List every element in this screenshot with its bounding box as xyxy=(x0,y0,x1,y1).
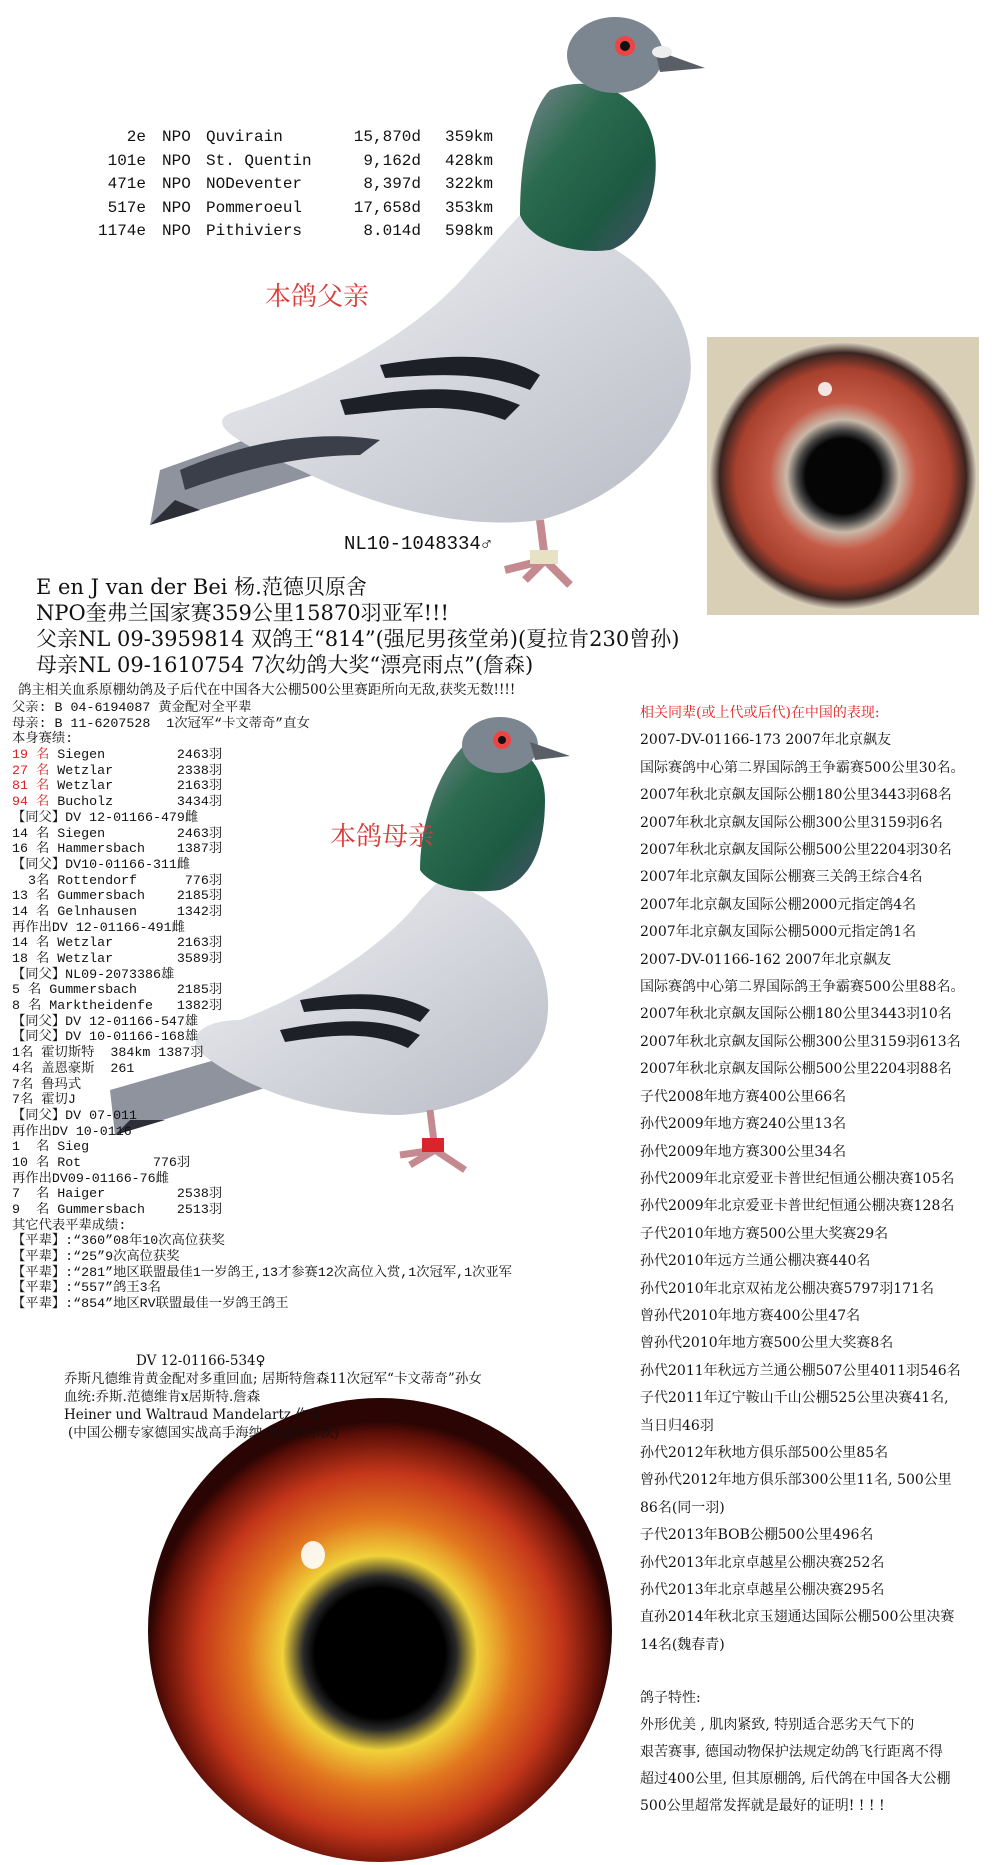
race-result-row xyxy=(84,173,493,197)
race-result-cell: 1174e xyxy=(97,222,146,240)
line-text: 【同父】DV 12-01166-547雄 xyxy=(12,1013,199,1029)
china-result-line: 2007-DV-01166-173 2007年北京飙友 xyxy=(640,732,891,749)
line-text: 【平辈】:“854”地区RV联盟最佳一岁鸽王鸽王 xyxy=(12,1296,289,1312)
line-text: 父亲: B 04-6194087 黄金配对全平辈 xyxy=(12,700,252,715)
father-ring-number: NL10-1048334♂ xyxy=(344,533,493,555)
mother-info-line xyxy=(12,810,512,826)
mother-info-line xyxy=(12,794,512,810)
race-result-cell: St. Quentin xyxy=(206,151,312,170)
race-result-row xyxy=(84,126,493,150)
china-results xyxy=(640,700,990,1659)
line-text: 【同父】DV 07-011 xyxy=(12,1107,138,1123)
line-text: 18 名 Wetzlar 3589羽 xyxy=(12,951,223,966)
rank: 94 名 xyxy=(12,794,50,810)
mother-info-line xyxy=(12,982,512,998)
line-text: 5 名 Gummersbach 2185羽 xyxy=(12,982,223,998)
line-text: 【平辈】:“25”9次高位获奖 xyxy=(12,1249,180,1265)
race-result-cell: NPO xyxy=(162,151,191,170)
line-text: 【同父】NL09-2073386雄 xyxy=(12,966,175,982)
father-owner: E en J van der Bei 杨.范德贝原舍 xyxy=(36,575,367,599)
mother-info-line xyxy=(12,1265,512,1281)
line-text: 【平辈】:“557”鸽王3名 xyxy=(12,1280,161,1296)
china-result-line: 86名(同一羽) xyxy=(640,1499,725,1516)
mother-info-line xyxy=(12,1077,512,1093)
race-result-cell: 471e xyxy=(107,175,146,193)
traits-line: 艰苦赛事, 德国动物保护法规定幼鸽飞行距离不得 xyxy=(640,1744,943,1760)
father-label: 本鸽父亲 xyxy=(265,282,370,312)
mother-info-line xyxy=(12,935,512,951)
china-result-line: 国际赛鸽中心第二界国际鸽王争霸赛500公里88名。 xyxy=(640,979,965,996)
mother-info-line xyxy=(12,1045,512,1061)
rank: 27 名 xyxy=(12,762,50,778)
china-result-line: 孙代2013年北京卓越星公棚决赛252名 xyxy=(640,1554,885,1571)
mother-info-line xyxy=(12,1092,512,1108)
china-result-line: 当日归46羽 xyxy=(640,1417,714,1434)
race-result-cell: NODeventer xyxy=(206,175,303,193)
mother-ring-number: DV 12-01166-534♀ xyxy=(136,1353,266,1369)
mother-info-line xyxy=(12,920,512,936)
line-text: 13 名 Gummersbach 2185羽 xyxy=(12,888,223,904)
china-result-line: 2007年秋北京飙友国际公棚180公里3443羽68名 xyxy=(640,787,952,804)
line-text: 再作出DV 12-01166-491雌 xyxy=(12,919,185,935)
china-result-line: 直孙2014年秋北京玉翅通达国际公棚500公里决赛 xyxy=(640,1609,955,1626)
line-text: 7 名 Haiger 2538羽 xyxy=(12,1186,223,1202)
china-result-line: 2007年秋北京飙友国际公棚300公里3159羽613名 xyxy=(640,1033,961,1050)
line-text: 4名 盖恩豪斯 261 xyxy=(12,1060,135,1076)
china-result-line: 2007-DV-01166-162 2007年北京飙友 xyxy=(640,951,891,968)
china-results-title: 相关同辈(或上代或后代)在中国的表现: xyxy=(640,705,880,721)
race-result-row xyxy=(84,220,493,244)
china-result-line: 子代2013年BOB公棚500公里496名 xyxy=(640,1527,874,1544)
line-text: 再作出DV 10-0116 xyxy=(12,1123,132,1139)
line-text: 10 名 Rot 776羽 xyxy=(12,1154,191,1170)
mother-info-line xyxy=(12,731,512,747)
mother-breeder-note: (中国公棚专家德国实战高手海纳.曼德纳尔茨) xyxy=(68,1425,340,1441)
mother-info-line xyxy=(12,1202,512,1218)
mother-info-line xyxy=(12,778,512,794)
race-result-cell: 8,397d xyxy=(363,175,421,193)
mother-eye-image xyxy=(145,1395,615,1865)
mother-info-line xyxy=(12,1233,512,1249)
china-result-line: 孙代2011年秋远方兰通公棚507公里4011羽546名 xyxy=(640,1362,961,1379)
mother-label: 本鸽母亲 xyxy=(330,822,435,852)
mother-info-line xyxy=(12,1249,512,1265)
mother-info-line xyxy=(12,1280,512,1296)
line-text: Bucholz 3434羽 xyxy=(49,794,223,810)
china-result-line: 孙代2009年地方赛300公里34名 xyxy=(640,1143,847,1160)
mother-info-line xyxy=(12,888,512,904)
mother-info-line xyxy=(12,1061,512,1077)
mother-info-line xyxy=(12,873,512,889)
line-text: 3名 Rottendorf 776羽 xyxy=(12,872,223,888)
father-dam: 母亲NL 09-1610754 7次幼鸽大奖“漂亮雨点”(詹森) xyxy=(36,653,534,677)
mother-breeder: Heiner und Waltraud Mandelartz 作育 xyxy=(64,1407,323,1423)
china-result-line: 2007年北京飙友国际公棚2000元指定鸽4名 xyxy=(640,896,917,913)
traits-line: 500公里超常发挥就是最好的证明! ! ! ! xyxy=(640,1798,885,1814)
mother-summary xyxy=(64,1352,482,1442)
china-result-line: 子代2010年地方赛500公里大奖赛29名 xyxy=(640,1225,889,1242)
china-result-line: 14名(魏春青) xyxy=(640,1636,725,1653)
father-sire: 父亲NL 09-3959814 双鸽王“814”(强尼男孩堂弟)(夏拉肯230曾孙) xyxy=(36,627,680,651)
father-info xyxy=(36,574,679,678)
line-text: 14 名 Siegen 2463羽 xyxy=(12,825,223,841)
traits-line: 外形优美 , 肌肉紧致, 特别适合恶劣天气下的 xyxy=(640,1717,915,1733)
line-text: 7名 霍切J xyxy=(12,1092,76,1108)
mother-info-line xyxy=(12,1108,512,1124)
line-text: 【同父】DV10-01166-311雌 xyxy=(12,856,191,872)
mother-info-line xyxy=(12,841,512,857)
line-text: 【平辈】:“360”08年10次高位获奖 xyxy=(12,1233,225,1249)
mother-info-line xyxy=(12,1029,512,1045)
mother-info-line xyxy=(12,998,512,1014)
line-text: 【平辈】:“281”地区联盟最佳1一岁鸽王,13才参赛12次高位入赏,1次冠军,1次亚军 xyxy=(12,1264,512,1280)
line-text: 再作出DV09-01166-76雌 xyxy=(12,1170,169,1186)
mother-info-line xyxy=(12,1186,512,1202)
china-result-line: 孙代2010年远方兰通公棚决赛440名 xyxy=(640,1253,871,1270)
china-result-line: 2007年秋北京飙友国际公棚500公里2204羽88名 xyxy=(640,1061,952,1078)
race-result-row xyxy=(84,197,493,221)
rank: 81 名 xyxy=(12,778,50,794)
race-result-cell: 598km xyxy=(444,222,493,240)
race-result-cell: NPO xyxy=(162,128,191,146)
line-text: 8 名 Marktheidenfe 1382羽 xyxy=(12,998,223,1014)
line-text: 1名 霍切斯特 384km 1387羽 xyxy=(12,1045,204,1061)
china-result-line: 曾孙代2010年地方赛400公里47名 xyxy=(640,1307,861,1324)
line-text: Siegen 2463羽 xyxy=(49,747,223,763)
race-result-cell: 15,870d xyxy=(353,128,421,146)
mother-info-line xyxy=(12,1139,512,1155)
mother-info-line xyxy=(12,967,512,983)
mother-info-line xyxy=(12,700,512,716)
race-result-cell: NPO xyxy=(162,175,191,193)
line-text: 16 名 Hammersbach 1387羽 xyxy=(12,841,223,857)
china-result-line: 孙代2010年北京双祐龙公棚决赛5797羽171名 xyxy=(640,1280,934,1297)
china-result-line: 国际赛鸽中心第二界国际鸽王争霸赛500公里30名。 xyxy=(640,759,965,776)
china-result-line: 2007年秋北京飙友国际公棚180公里3443羽10名 xyxy=(640,1006,952,1023)
race-result-cell: 101e xyxy=(107,151,146,170)
mother-info-line xyxy=(12,763,512,779)
mother-info-line xyxy=(12,1296,512,1312)
mother-info-line xyxy=(12,951,512,967)
mother-info-line xyxy=(12,1171,512,1187)
line-text: 7名 鲁玛式 xyxy=(12,1076,82,1092)
father-race-results xyxy=(84,126,493,244)
line-text: Wetzlar 2163羽 xyxy=(49,778,223,794)
line-text: 14 名 Wetzlar 2163羽 xyxy=(12,935,223,951)
bloodline-note: 鸽主相关血系原棚幼鸽及子后代在中国各大公棚500公里赛距所向无敌,获奖无数!!!! xyxy=(18,682,516,698)
line-text: 9 名 Gummersbach 2513羽 xyxy=(12,1202,223,1217)
line-text: Wetzlar 2338羽 xyxy=(49,762,223,778)
mother-info-line xyxy=(12,826,512,842)
race-result-cell: 8.014d xyxy=(363,222,421,240)
race-result-cell: 9,162d xyxy=(363,151,421,170)
mother-pedigree-line: 乔斯凡德维肯黄金配对多重回血; 居斯特詹森11次冠军“卡文蒂奇”孙女 xyxy=(64,1371,482,1387)
mother-info-line xyxy=(12,716,512,732)
mother-info-line xyxy=(12,1014,512,1030)
mother-bloodline: 血统:乔斯.范德维肯x居斯特.詹森 xyxy=(64,1389,261,1405)
china-result-line: 曾孙代2012年地方俱乐部300公里11名, 500公里 xyxy=(640,1472,952,1489)
line-text: 【同父】DV 12-01166-479雌 xyxy=(12,809,199,825)
father-achievement: NPO奎弗兰国家赛359公里15870羽亚军!!! xyxy=(36,601,449,625)
line-text: 14 名 Gelnhausen 1342羽 xyxy=(12,903,223,919)
china-result-line: 孙代2013年北京卓越星公棚决赛295名 xyxy=(640,1582,885,1598)
race-result-cell: Pommeroeul xyxy=(206,198,303,217)
race-result-cell: Quvirain xyxy=(206,128,283,146)
mother-info-line xyxy=(12,857,512,873)
race-result-cell: NPO xyxy=(162,222,191,240)
china-result-line: 2007年秋北京飙友国际公棚300公里3159羽6名 xyxy=(640,814,943,831)
china-result-line: 2007年北京飙友国际公棚5000元指定鸽1名 xyxy=(640,924,917,941)
line-text: 1 名 Sieg xyxy=(12,1139,90,1155)
mother-info-line xyxy=(12,1124,512,1140)
line-text: 母亲: B 11-6207528 1次冠军“卡文蒂奇”直女 xyxy=(12,715,310,731)
race-result-cell: Pithiviers xyxy=(206,222,303,240)
line-text: 本身赛绩: xyxy=(12,731,74,747)
race-result-cell: 359km xyxy=(444,128,493,146)
mother-info-line xyxy=(12,747,512,763)
rank: 19 名 xyxy=(12,747,50,763)
line-text: 其它代表平辈成绩: xyxy=(12,1217,127,1233)
mother-info xyxy=(12,700,512,1312)
china-result-line: 子代2011年辽宁鞍山千山公棚525公里决赛41名, xyxy=(640,1390,949,1407)
race-result-cell: NPO xyxy=(162,198,191,217)
china-result-line: 孙代2009年北京爱亚卡普世纪恒通公棚决赛105名 xyxy=(640,1170,955,1187)
race-result-cell: 2e xyxy=(126,128,146,146)
race-result-cell: 322km xyxy=(444,175,493,193)
race-result-cell: 353km xyxy=(444,198,493,217)
race-result-cell: 517e xyxy=(107,198,146,217)
china-result-line: 子代2008年地方赛400公里66名 xyxy=(640,1088,847,1105)
race-result-cell: 17,658d xyxy=(353,198,421,217)
race-result-row xyxy=(84,150,493,174)
pigeon-traits xyxy=(640,1685,995,1820)
mother-info-line xyxy=(12,1155,512,1171)
mother-info-line xyxy=(12,1218,512,1234)
china-result-line: 孙代2009年北京爱亚卡普世纪恒通公棚决赛128名 xyxy=(640,1198,955,1215)
race-result-cell: 428km xyxy=(444,151,493,170)
china-result-line: 曾孙代2010年地方赛500公里大奖赛8名 xyxy=(640,1335,894,1352)
line-text: 【同父】DV 10-01166-168雄 xyxy=(12,1029,199,1045)
china-result-line: 孙代2009年地方赛240公里13名 xyxy=(640,1116,847,1133)
mother-info-line xyxy=(12,904,512,920)
china-result-line: 孙代2012年秋地方俱乐部500公里85名 xyxy=(640,1444,889,1461)
traits-title: 鸽子特性: xyxy=(640,1690,701,1706)
china-result-line: 2007年北京飙友国际公棚赛三关鸽王综合4名 xyxy=(640,869,923,886)
china-result-line: 2007年秋北京飙友国际公棚500公里2204羽30名 xyxy=(640,842,952,859)
traits-line: 超过400公里, 但其原棚鸽, 后代鸽在中国各大公棚 xyxy=(640,1771,951,1787)
father-eye-image xyxy=(707,337,979,615)
